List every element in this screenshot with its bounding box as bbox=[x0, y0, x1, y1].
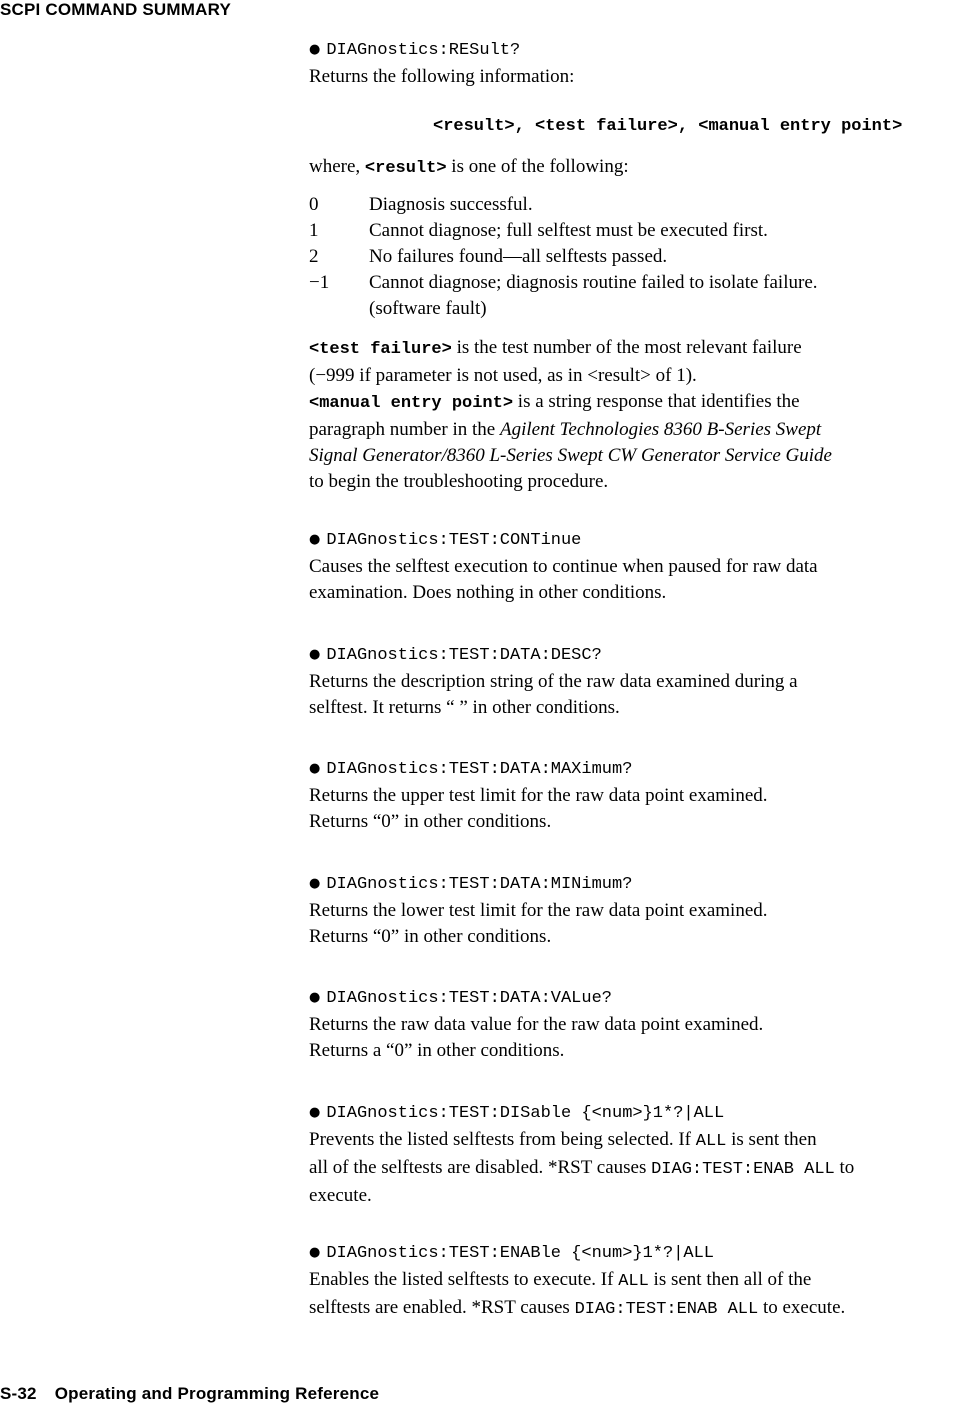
footer-title: Operating and Programming Reference bbox=[54, 1384, 380, 1403]
page-footer bbox=[0, 1384, 379, 1404]
command-heading: ● DIAGnostics:TEST:DATA:MINimum? bbox=[309, 875, 633, 894]
result-code-row: −1 Cannot diagnose; diagnosis routine failed to isolate failure. bbox=[309, 272, 818, 293]
where-line: where, <result> is one of the following: bbox=[309, 156, 629, 178]
result-field-descriptions: <test failure> is the test number of the most relevant failure (−999 if parameter is not used, as in <result> of 1). <manual entry point> is a string response that identifies the paragraph number in the Agilent Technologies 8360 B-Series Swept Signal Generator/8360 L-Series Swept CW Generator Service Guide to begin the troubleshooting procedure. bbox=[309, 337, 832, 492]
continue-command-entry: ● DIAGnostics:TEST:CONTinue Causes the selftest execution to continue when paused for raw data examination. Does nothing in other conditions. bbox=[309, 528, 973, 606]
disable-command-entry: ● DIAGnostics:TEST:DISable {<num>}1*?|ALL Prevents the listed selftests from being selected. If ALL is sent then all of the selftests are disabled. *RST causes DIAG:TEST:ENAB ALL to execute. bbox=[309, 1101, 973, 1209]
bullet-icon: ● bbox=[309, 42, 321, 57]
syntax-line: <result>, <test failure>, <manual entry point> bbox=[433, 117, 903, 136]
command-heading: ● DIAGnostics:RESult? bbox=[309, 41, 521, 60]
description-line: Returns the following information: bbox=[309, 66, 575, 87]
bullet-icon: ● bbox=[309, 647, 321, 662]
bullet-icon: ● bbox=[309, 876, 321, 891]
bullet-icon: ● bbox=[309, 1105, 321, 1120]
result-codes-list bbox=[309, 192, 973, 322]
desc-command-entry: ● DIAGnostics:TEST:DATA:DESC? Returns the description string of the raw data examined during a selftest. It returns “ ” in other conditions. bbox=[309, 643, 973, 721]
result-code-row: 0 Diagnosis successful. bbox=[309, 194, 533, 215]
result-code-row-continuation: (software fault) bbox=[369, 298, 487, 319]
bullet-icon: ● bbox=[309, 990, 321, 1005]
command-heading: ● DIAGnostics:TEST:DATA:DESC? bbox=[309, 646, 602, 665]
min-command-entry: ● DIAGnostics:TEST:DATA:MINimum? Returns the lower test limit for the raw data point examined. Returns “0” in other conditions. bbox=[309, 872, 973, 950]
max-command-entry: ● DIAGnostics:TEST:DATA:MAXimum? Returns the upper test limit for the raw data point examined. Returns “0” in other conditions. bbox=[309, 757, 973, 835]
value-command-entry: ● DIAGnostics:TEST:DATA:VALue? Returns the raw data value for the raw data point examined. Returns a “0” in other conditions. bbox=[309, 986, 973, 1064]
bullet-icon: ● bbox=[309, 1245, 321, 1260]
command-heading: ● DIAGnostics:TEST:CONTinue bbox=[309, 531, 582, 550]
command-heading: ● DIAGnostics:TEST:DATA:VALue? bbox=[309, 989, 612, 1008]
command-heading: ● DIAGnostics:TEST:DATA:MAXimum? bbox=[309, 760, 633, 779]
result-where-block bbox=[309, 154, 973, 182]
enable-command-entry: ● DIAGnostics:TEST:ENABle {<num>}1*?|ALL Enables the listed selftests to execute. If ALL is sent then all of the selftests are enabled. *RST causes DIAG:TEST:ENAB ALL to execute. bbox=[309, 1241, 973, 1323]
bullet-icon: ● bbox=[309, 532, 321, 547]
bullet-icon: ● bbox=[309, 761, 321, 776]
result-code-row: 1 Cannot diagnose; full selftest must be executed first. bbox=[309, 220, 768, 241]
result-command-entry bbox=[309, 38, 973, 90]
command-heading: ● DIAGnostics:TEST:DISable {<num>}1*?|ALL bbox=[309, 1104, 725, 1123]
result-code-row: 2 No failures found—all selftests passed. bbox=[309, 246, 668, 267]
page-number: S-32 bbox=[0, 1384, 37, 1403]
page-header: SCPI COMMAND SUMMARY bbox=[0, 0, 231, 19]
command-heading: ● DIAGnostics:TEST:ENABle {<num>}1*?|ALL bbox=[309, 1244, 715, 1263]
